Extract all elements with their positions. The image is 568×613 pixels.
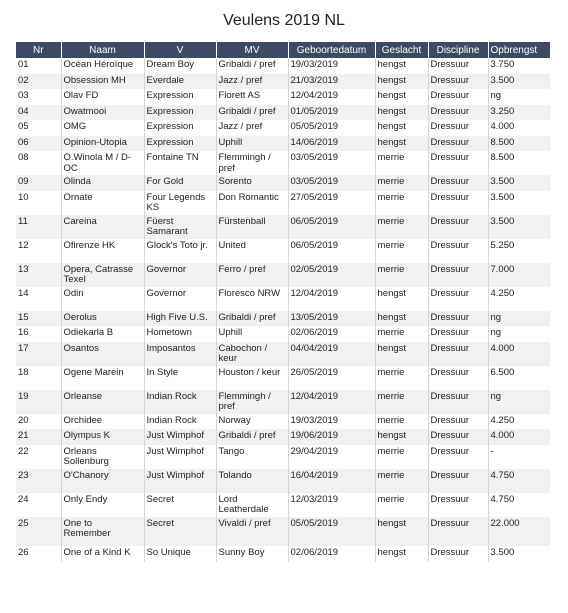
cell-nr: 01	[16, 58, 61, 74]
cell-geboortedatum: 03/05/2019	[288, 151, 375, 175]
cell-discipline: Dressuur	[428, 175, 488, 191]
cell-opbrengst: 3.500	[490, 191, 515, 203]
cell-nr: 26	[16, 546, 61, 562]
cell-vader: Four Legends KS	[144, 191, 216, 215]
cell-vader: Secret	[144, 493, 216, 517]
cell-naam: Osantos	[61, 342, 144, 366]
cell-geslacht: hengst	[375, 89, 428, 105]
cell-geboortedatum: 26/05/2019	[288, 366, 375, 390]
cell-opbrengst: 3.500	[488, 74, 550, 90]
cell-moedervader: Jazz / pref	[216, 74, 288, 90]
cell-moedervader: Flemmingh / pref	[216, 390, 288, 414]
cell-vader: Expression	[144, 105, 216, 121]
cell-geboortedatum: 19/03/2019	[288, 414, 375, 430]
cell-opbrengst: 6.500	[490, 366, 515, 378]
cell-geboortedatum: 13/05/2019	[288, 311, 375, 327]
cell-moedervader: Vivaldi / pref	[216, 517, 288, 547]
cell-naam: Orleans Sollenburg	[61, 445, 144, 469]
cell-moedervader: Don Romantic	[216, 191, 288, 215]
cell-opbrengst: -	[490, 445, 494, 457]
cell-discipline: Dressuur	[428, 342, 488, 366]
cell-discipline: Dressuur	[428, 105, 488, 121]
cell-discipline: Dressuur	[428, 326, 488, 342]
cell-discipline: Dressuur	[428, 74, 488, 90]
cell-discipline: Dressuur	[428, 311, 488, 327]
cell-nr: 24	[16, 493, 61, 517]
cell-discipline: Dressuur	[428, 151, 488, 175]
cell-discipline: Dressuur	[428, 191, 488, 215]
cell-discipline: Dressuur	[428, 58, 488, 74]
cell-vader: For Gold	[144, 175, 216, 191]
cell-nr: 20	[16, 414, 61, 430]
cell-nr: 06	[16, 136, 61, 152]
table-row	[16, 493, 550, 517]
table-row	[16, 191, 550, 215]
table-row	[16, 89, 550, 105]
cell-discipline: Dressuur	[428, 120, 488, 136]
cell-discipline: Dressuur	[428, 546, 488, 562]
cell-opbrengst: 4.750	[488, 469, 550, 493]
cell-vader: Hometown	[144, 326, 216, 342]
cell-geslacht: merrie	[375, 191, 428, 215]
table-row	[16, 58, 550, 74]
cell-nr: 17	[16, 342, 61, 366]
cell-naam: Owatmooi	[61, 105, 144, 121]
cell-naam: One of a Kind K	[61, 546, 144, 562]
cell-opbrengst: 4.000	[488, 429, 550, 445]
table-row	[16, 287, 550, 311]
cell-opbrengst: 3.500	[488, 215, 550, 239]
cell-geboortedatum: 19/03/2019	[288, 58, 375, 74]
cell-geslacht: merrie	[375, 445, 428, 469]
cell-naam: One to Remember	[61, 517, 144, 547]
cell-naam: Obsession MH	[61, 74, 144, 90]
cell-geboortedatum: 02/06/2019	[288, 326, 375, 342]
cell-naam: Ornate	[61, 191, 144, 215]
cell-vader: Füerst Samarant	[144, 215, 216, 239]
cell-geslacht: hengst	[375, 58, 428, 74]
cell-discipline: Dressuur	[428, 89, 488, 105]
cell-discipline: Dressuur	[428, 493, 488, 517]
cell-vader: Expression	[144, 120, 216, 136]
cell-opbrengst: 4.250	[490, 414, 515, 426]
cell-opbrengst: 3.750	[490, 59, 515, 70]
cell-geslacht: merrie	[375, 215, 428, 239]
cell-discipline: Dressuur	[428, 263, 488, 287]
cell-geboortedatum: 12/03/2019	[288, 493, 375, 517]
cell-nr: 05	[16, 120, 61, 136]
cell-geslacht: merrie	[375, 239, 428, 263]
table-row	[16, 263, 550, 287]
cell-naam: Opera, Catrasse Texel	[61, 263, 144, 287]
cell-opbrengst: 7.000	[488, 263, 550, 287]
cell-naam: O'Chanory	[61, 469, 144, 493]
cell-naam: Oerolus	[61, 311, 144, 327]
cell-moedervader: Tango	[216, 445, 288, 469]
table-row	[16, 311, 550, 327]
cell-vader: Indian Rock	[144, 414, 216, 430]
cell-geslacht: merrie	[375, 366, 428, 390]
cell-vader: Governor	[144, 263, 216, 287]
cell-geboortedatum: 02/05/2019	[288, 263, 375, 287]
column-header-v: V	[144, 42, 216, 58]
cell-geslacht: hengst	[375, 287, 428, 311]
cell-geslacht: hengst	[375, 311, 428, 327]
cell-vader: So Unique	[144, 546, 216, 562]
cell-geboortedatum: 05/05/2019	[288, 120, 375, 136]
cell-moedervader: Gribaldi / pref	[216, 311, 288, 327]
cell-geslacht: merrie	[375, 151, 428, 175]
cell-naam: O.Winola M / D-OC	[61, 151, 144, 175]
cell-naam: Odiekarla B	[61, 326, 144, 342]
cell-vader: Indian Rock	[144, 390, 216, 414]
cell-moedervader: Uphill	[216, 326, 288, 342]
cell-moedervader: Florett AS	[216, 89, 288, 105]
cell-moedervader: Gribaldi / pref	[216, 429, 288, 445]
cell-nr: 25	[16, 517, 61, 547]
cell-geslacht: merrie	[375, 263, 428, 287]
cell-naam: Odin	[61, 287, 144, 311]
cell-discipline: Dressuur	[428, 445, 488, 469]
cell-naam: Olinda	[61, 175, 144, 191]
cell-naam: Careina	[61, 215, 144, 239]
cell-opbrengst: 3.500	[488, 175, 550, 191]
cell-nr: 03	[16, 89, 61, 105]
cell-geboortedatum: 02/06/2019	[288, 546, 375, 562]
cell-geslacht: hengst	[375, 429, 428, 445]
cell-geboortedatum: 06/05/2019	[288, 239, 375, 263]
cell-naam: Olav FD	[61, 89, 144, 105]
cell-geboortedatum: 12/04/2019	[288, 390, 375, 414]
cell-nr: 15	[16, 311, 61, 327]
cell-vader: High Five U.S.	[144, 311, 216, 327]
column-header-naam: Naam	[61, 42, 144, 58]
cell-nr: 02	[16, 74, 61, 90]
table-row	[16, 390, 550, 414]
cell-opbrengst: 4.250	[490, 287, 515, 299]
cell-vader: Everdale	[144, 74, 216, 90]
cell-discipline: Dressuur	[428, 215, 488, 239]
column-header-nr: Nr	[16, 42, 61, 58]
table-row	[16, 342, 550, 366]
column-header-discipline: Discipline	[428, 42, 488, 58]
cell-naam: OMG	[61, 120, 144, 136]
cell-moedervader: Lord Leatherdale	[216, 493, 288, 517]
table-row	[16, 414, 550, 430]
cell-geslacht: merrie	[375, 469, 428, 493]
cell-moedervader: Tolando	[216, 469, 288, 493]
table-row	[16, 120, 550, 136]
table-row	[16, 326, 550, 342]
cell-vader: Just Wimphof	[144, 469, 216, 493]
cell-geslacht: hengst	[375, 546, 428, 562]
cell-nr: 23	[16, 469, 61, 493]
cell-naam: Olympus K	[61, 429, 144, 445]
cell-geslacht: hengst	[375, 105, 428, 121]
cell-geslacht: merrie	[375, 390, 428, 414]
cell-moedervader: Norway	[216, 414, 288, 430]
cell-geboortedatum: 29/04/2019	[288, 445, 375, 469]
cell-moedervader: Ferro / pref	[216, 263, 288, 287]
cell-opbrengst: 4.750	[490, 493, 515, 505]
cell-nr: 11	[16, 215, 61, 239]
cell-geboortedatum: 16/04/2019	[288, 469, 375, 493]
cell-geboortedatum: 05/05/2019	[288, 517, 375, 547]
table-row	[16, 517, 550, 547]
cell-moedervader: Fürstenball	[216, 215, 288, 239]
cell-opbrengst: ng	[490, 90, 502, 101]
cell-geboortedatum: 12/04/2019	[288, 89, 375, 105]
cell-discipline: Dressuur	[428, 469, 488, 493]
cell-discipline: Dressuur	[428, 390, 488, 414]
cell-geboortedatum: 03/05/2019	[288, 175, 375, 191]
table-row	[16, 215, 550, 239]
cell-moedervader: Gribaldi / pref	[216, 105, 288, 121]
table-row	[16, 469, 550, 493]
table-header-row	[16, 42, 550, 58]
cell-geboortedatum: 12/04/2019	[288, 287, 375, 311]
cell-discipline: Dressuur	[428, 287, 488, 311]
cell-naam: Ofirenze HK	[61, 239, 144, 263]
cell-moedervader: Flemmingh / pref	[216, 151, 288, 175]
cell-naam: Ogene Marein	[61, 366, 144, 390]
cell-geslacht: merrie	[375, 414, 428, 430]
cell-opbrengst: 22.000	[488, 517, 550, 547]
cell-nr: 16	[16, 326, 61, 342]
cell-geslacht: merrie	[375, 326, 428, 342]
cell-geslacht: merrie	[375, 493, 428, 517]
cell-naam: Opinion-Utopia	[61, 136, 144, 152]
cell-moedervader: Sunny Boy	[216, 546, 288, 562]
cell-vader: Dream Boy	[144, 58, 216, 74]
cell-geboortedatum: 21/03/2019	[288, 74, 375, 90]
cell-moedervader: United	[216, 239, 288, 263]
cell-discipline: Dressuur	[428, 366, 488, 390]
column-header-geboortedatum: Geboortedatum	[288, 42, 375, 58]
cell-nr: 12	[16, 239, 61, 263]
foals-table	[16, 42, 550, 562]
cell-moedervader: Gribaldi / pref	[216, 58, 288, 74]
cell-geboortedatum: 27/05/2019	[288, 191, 375, 215]
cell-moedervader: Cabochon / keur	[216, 342, 288, 366]
cell-nr: 18	[16, 366, 61, 390]
cell-nr: 21	[16, 429, 61, 445]
cell-vader: In Style	[144, 366, 216, 390]
page-title: Veulens 2019 NL	[223, 12, 345, 29]
table-row	[16, 429, 550, 445]
cell-vader: Expression	[144, 89, 216, 105]
cell-vader: Glock's Toto jr.	[144, 239, 216, 263]
cell-discipline: Dressuur	[428, 517, 488, 547]
cell-moedervader: Sorento	[216, 175, 288, 191]
cell-geboortedatum: 01/05/2019	[288, 105, 375, 121]
cell-moedervader: Uphill	[216, 136, 288, 152]
cell-moedervader: Jazz / pref	[216, 120, 288, 136]
cell-geslacht: merrie	[375, 175, 428, 191]
cell-naam: Orleanse	[61, 390, 144, 414]
cell-opbrengst: 4.000	[490, 121, 515, 132]
cell-discipline: Dressuur	[428, 414, 488, 430]
table-row	[16, 445, 550, 469]
cell-opbrengst: 5.250	[490, 239, 515, 251]
cell-opbrengst: 3.250	[488, 105, 550, 121]
column-header-geslacht: Geslacht	[375, 42, 428, 58]
cell-vader: Imposantos	[144, 342, 216, 366]
cell-vader: Just Wimphof	[144, 445, 216, 469]
cell-nr: 19	[16, 390, 61, 414]
cell-geboortedatum: 04/04/2019	[288, 342, 375, 366]
column-header-mv: MV	[216, 42, 288, 58]
cell-nr: 14	[16, 287, 61, 311]
cell-opbrengst: ng	[488, 390, 550, 414]
cell-vader: Just Wimphof	[144, 429, 216, 445]
cell-vader: Fontaine TN	[144, 151, 216, 175]
cell-geslacht: hengst	[375, 136, 428, 152]
cell-opbrengst: 3.500	[490, 547, 515, 558]
table-row	[16, 546, 550, 562]
table-row	[16, 239, 550, 263]
cell-nr: 08	[16, 151, 61, 175]
cell-geslacht: hengst	[375, 120, 428, 136]
table-row	[16, 151, 550, 175]
cell-nr: 13	[16, 263, 61, 287]
table-row	[16, 136, 550, 152]
table-row	[16, 366, 550, 390]
table-row	[16, 105, 550, 121]
cell-nr: 04	[16, 105, 61, 121]
cell-nr: 22	[16, 445, 61, 469]
cell-geboortedatum: 14/06/2019	[288, 136, 375, 152]
cell-nr: 09	[16, 175, 61, 191]
cell-moedervader: Floresco NRW	[216, 287, 288, 311]
cell-opbrengst: ng	[490, 327, 502, 338]
cell-opbrengst: 8.500	[490, 152, 515, 163]
cell-opbrengst: 8.500	[488, 136, 550, 152]
cell-opbrengst: 4.000	[488, 342, 550, 366]
cell-opbrengst: ng	[488, 311, 550, 327]
cell-geslacht: hengst	[375, 342, 428, 366]
table-row	[16, 175, 550, 191]
cell-naam: Océan Héroïque	[61, 58, 144, 74]
cell-discipline: Dressuur	[428, 239, 488, 263]
table-row	[16, 74, 550, 90]
column-header-opbrengst: Opbrengst	[488, 42, 550, 58]
cell-geslacht: hengst	[375, 74, 428, 90]
cell-vader: Governor	[144, 287, 216, 311]
cell-nr: 10	[16, 191, 61, 215]
cell-vader: Secret	[144, 517, 216, 547]
cell-moedervader: Houston / keur	[216, 366, 288, 390]
cell-geboortedatum: 06/05/2019	[288, 215, 375, 239]
cell-naam: Only Endy	[61, 493, 144, 517]
cell-discipline: Dressuur	[428, 136, 488, 152]
cell-discipline: Dressuur	[428, 429, 488, 445]
cell-geboortedatum: 19/06/2019	[288, 429, 375, 445]
cell-naam: Orchidee	[61, 414, 144, 430]
cell-vader: Expression	[144, 136, 216, 152]
cell-geslacht: hengst	[375, 517, 428, 547]
